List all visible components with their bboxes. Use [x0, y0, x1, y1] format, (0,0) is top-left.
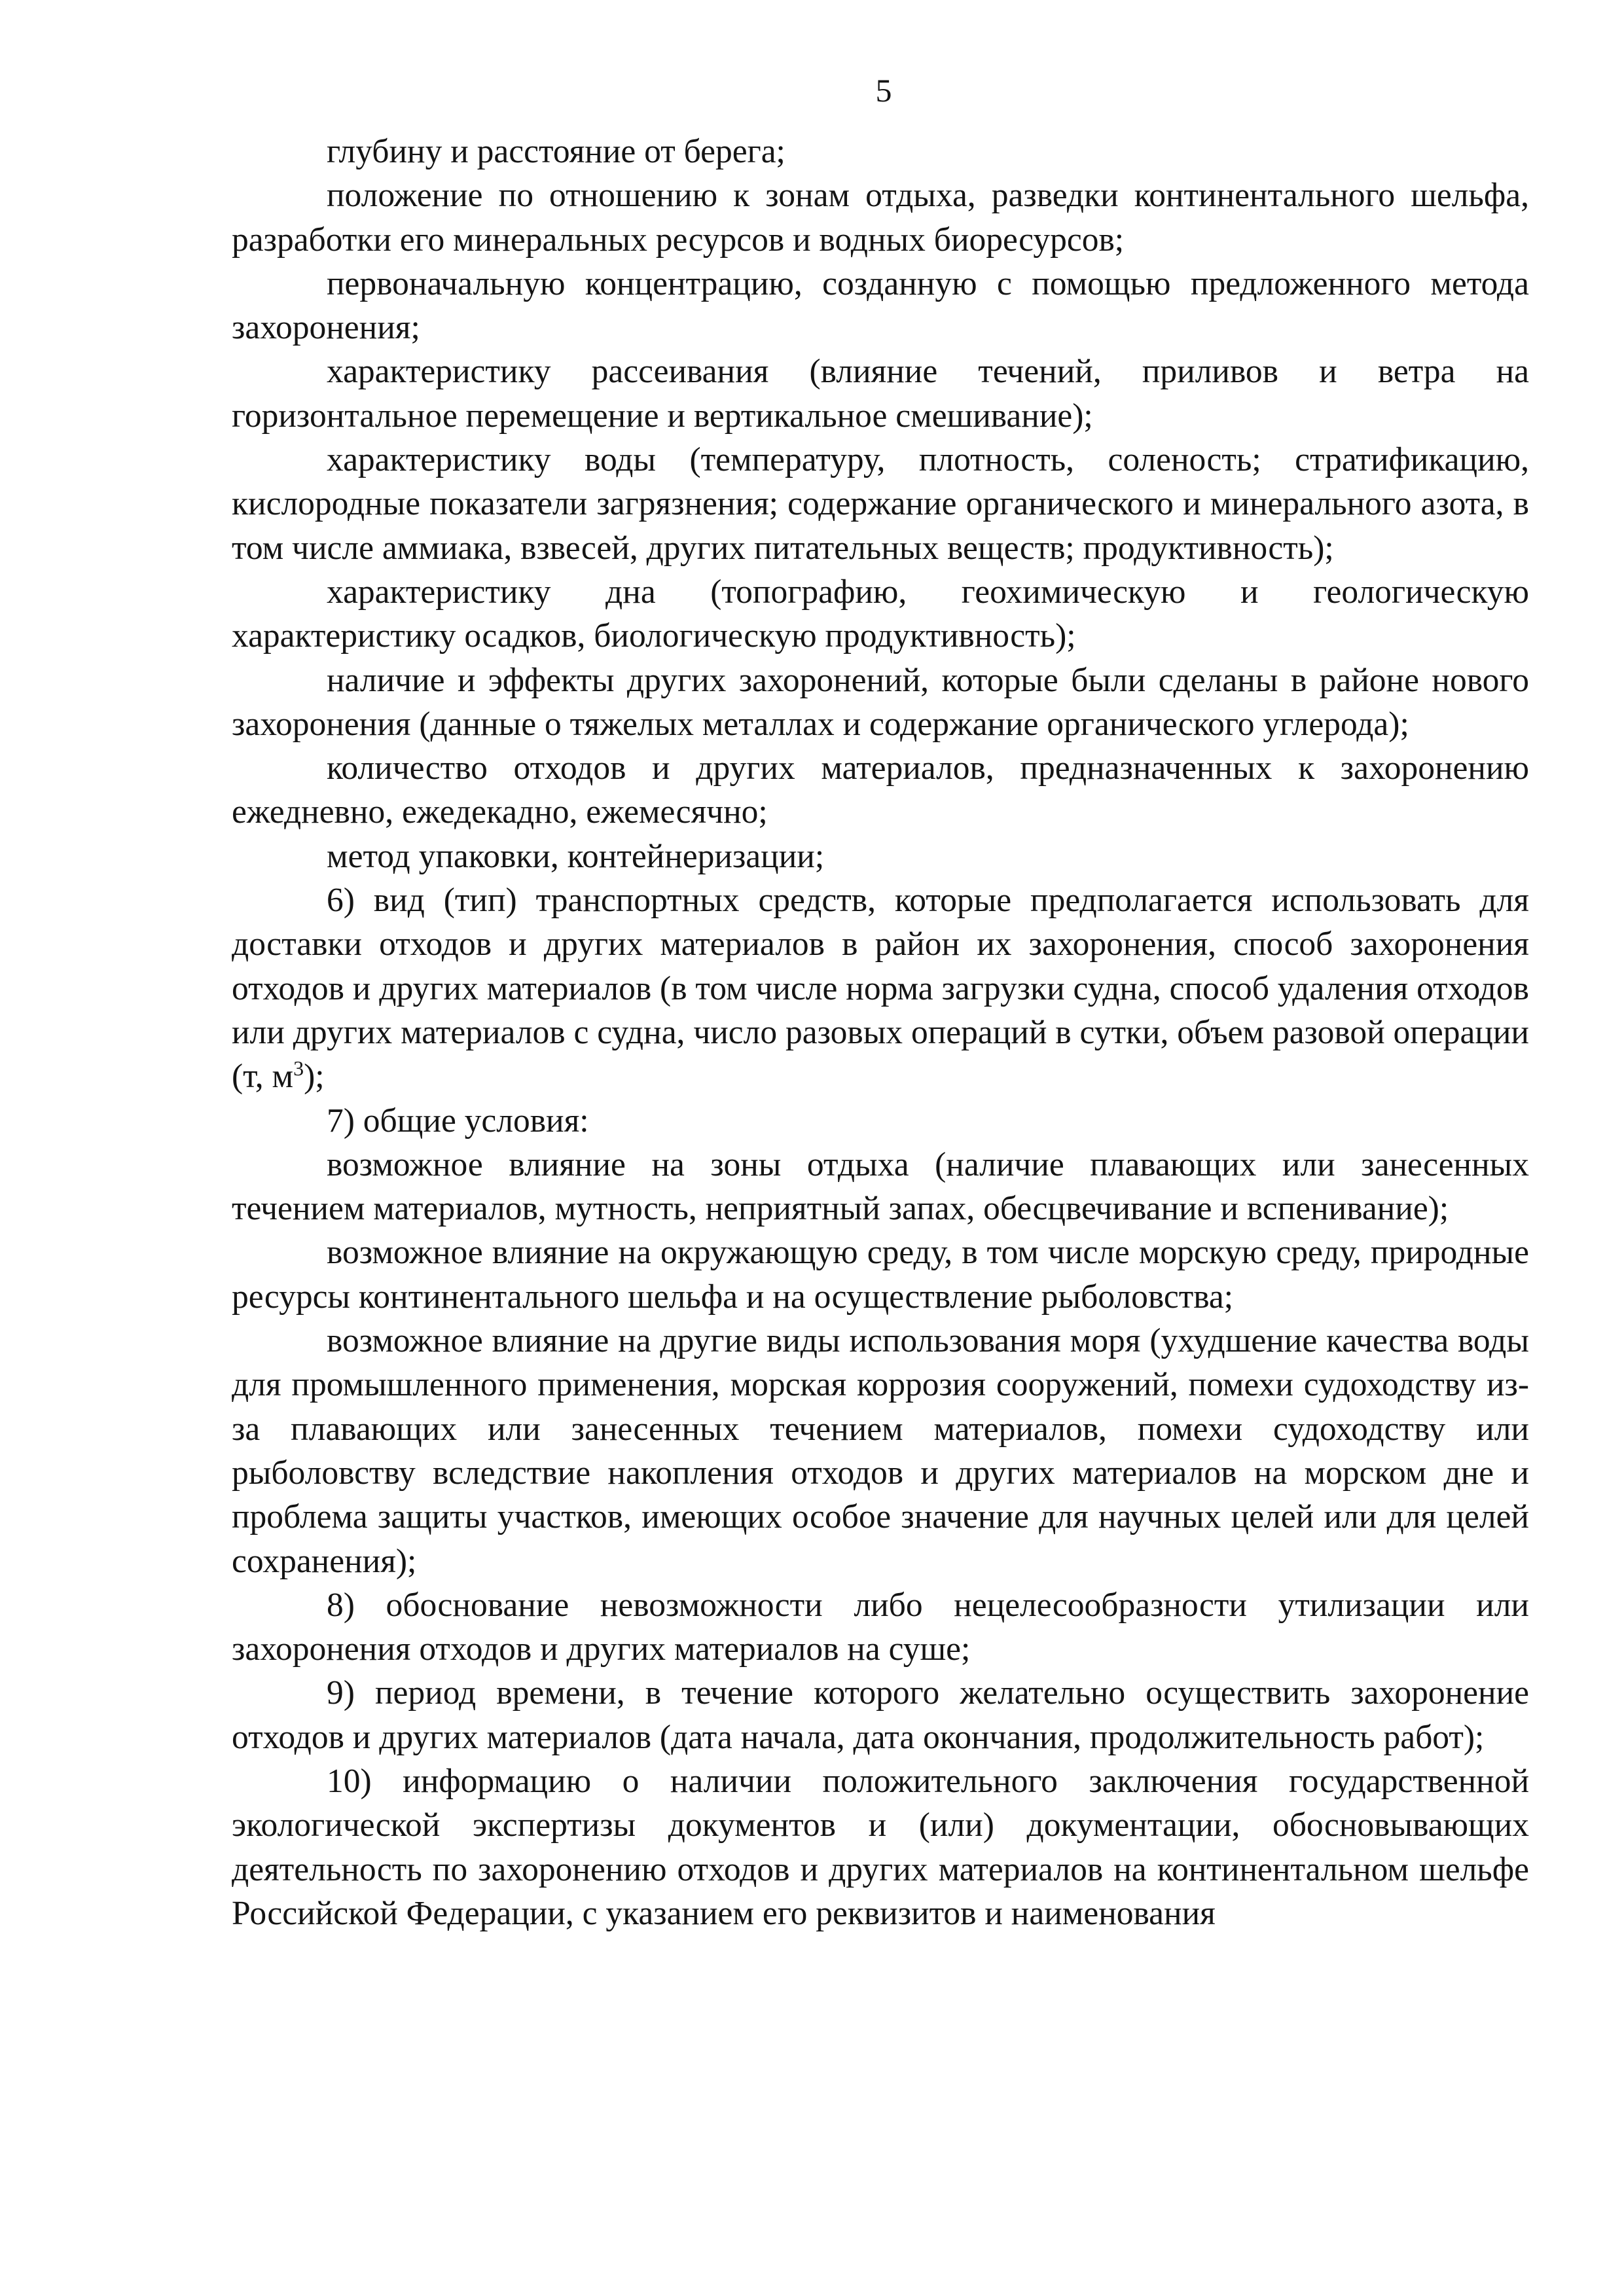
paragraph-water-characteristics: характеристику воды (температуру, плотность, соленость; стратификацию, кислородные показатели загрязнения; содержание органического и минерального азота, в том числе аммиака, взвесей, других питательных веществ; продуктивность);	[232, 441, 1529, 567]
paragraph-other-disposals: наличие и эффекты других захоронений, которые были сделаны в районе нового захоронения (данные о тяжелых металлах и содержание органического углерода);	[232, 661, 1529, 743]
page-number: 5	[875, 72, 892, 109]
paragraph-item-7: 7) общие условия:	[327, 1102, 589, 1139]
paragraph-item-9: 9) период времени, в течение которого желательно осуществить захоронение отходов и других материалов (дата начала, дата окончания, продолжительность работ);	[232, 1674, 1529, 1756]
document-body	[232, 130, 1529, 1935]
paragraph-initial-concentration: первоначальную концентрацию, созданную с помощью предложенного метода захоронения;	[232, 264, 1529, 347]
paragraph-environment-impact: возможное влияние на окружающую среду, в том числе морскую среду, природные ресурсы континентального шельфа и на осуществление рыболовства;	[232, 1234, 1529, 1316]
paragraph-item-6	[232, 878, 1529, 1098]
paragraph-item-8: 8) обоснование невозможности либо нецелесообразности утилизации или захоронения отходов и других материалов на суше;	[232, 1586, 1529, 1668]
paragraph-bottom-characteristics: характеристику дна (топографию, геохимическую и геологическую характеристику осадков, биологическую продуктивность);	[232, 573, 1529, 655]
item-6-text: 6) вид (тип) транспортных средств, которые предполагается использовать для доставки отходов и других материалов в район их захоронения, способ захоронения отходов и других материалов (в том числе норма загрузки судна, способ удаления отходов или других материалов с судна, число разовых операций в сутки, объем разовой операции (т, м	[232, 882, 1529, 1096]
paragraph-recreation-impact: возможное влияние на зоны отдыха (наличие плавающих или занесенных течением материалов, мутность, неприятный запах, обесцвечивание и вспенивание);	[232, 1145, 1529, 1228]
paragraph-dispersion: характеристику рассеивания (влияние течений, приливов и ветра на горизонтальное перемещение и вертикальное смешивание);	[232, 353, 1529, 435]
cubic-superscript: 3	[293, 1056, 304, 1081]
paragraph-sea-use-impact: возможное влияние на другие виды использования моря (ухудшение качества воды для промышленного применения, морская коррозия сооружений, помехи судоходству из-за плавающих или занесенных течением материалов, помехи судоходству или рыболовству вследствие накопления отходов и других материалов на морском дне и проблема защиты участков, имеющих особое значение для научных целей или для целей сохранения);	[232, 1322, 1529, 1580]
paragraph-packaging-method: метод упаковки, контейнеризации;	[327, 837, 825, 875]
paragraph-item-10: 10) информацию о наличии положительного заключения государственной экологической экспертизы документов и (или) документации, обосновывающих деятельность по захоронению отходов и других материалов на континентальном шельфе Российской Федерации, с указанием его реквизитов и наименования	[232, 1762, 1529, 1932]
paragraph-depth-distance: глубину и расстояние от берега;	[327, 133, 785, 170]
paragraph-position-zones: положение по отношению к зонам отдыха, разведки континентального шельфа, разработки его минеральных ресурсов и водных биоресурсов;	[232, 177, 1529, 259]
paragraph-waste-quantity: количество отходов и других материалов, предназначенных к захоронению ежедневно, ежедекадно, ежемесячно;	[232, 749, 1529, 831]
item-6-tail: );	[304, 1058, 325, 1096]
